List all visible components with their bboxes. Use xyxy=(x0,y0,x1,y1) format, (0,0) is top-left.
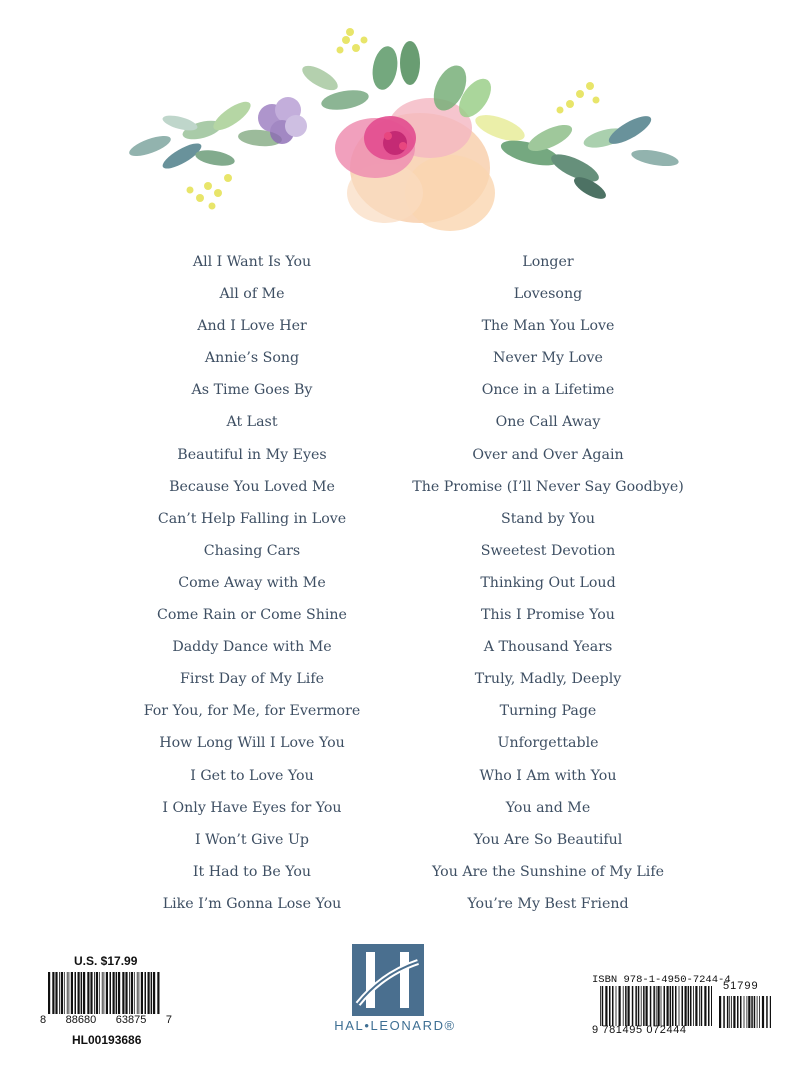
barcode-bar xyxy=(48,972,50,1014)
barcode-bar xyxy=(148,972,150,1014)
barcode-bar xyxy=(653,986,655,1026)
barcode-bar xyxy=(729,996,730,1028)
barcode-bar xyxy=(52,972,54,1014)
barcode-bar xyxy=(643,986,645,1026)
song-title: A Thousand Years xyxy=(483,639,613,656)
floral-illustration xyxy=(120,18,690,248)
song-title: Because You Loved Me xyxy=(169,478,335,495)
barcode-bar xyxy=(87,972,89,1014)
barcode-bar xyxy=(113,972,115,1014)
barcode-bar xyxy=(704,986,706,1026)
barcode-bar xyxy=(661,986,662,1026)
barcode-bar xyxy=(99,972,100,1014)
song-title: One Call Away xyxy=(495,414,601,431)
song-title: You Are the Sunshine of My Life xyxy=(432,863,664,880)
publisher-brand: HAL•LEONARD® xyxy=(334,1018,456,1033)
barcode-bar xyxy=(751,996,753,1028)
song-title: It Had to Be You xyxy=(192,863,312,880)
upc-digit-group: 63875 xyxy=(115,1014,147,1026)
isbn-barcode xyxy=(600,986,712,1026)
barcode-bar xyxy=(688,986,690,1026)
barcode-bar xyxy=(672,986,674,1026)
barcode-bar xyxy=(151,972,153,1014)
upc-barcode xyxy=(48,972,160,1014)
upc-digit-group: 7 xyxy=(165,1014,172,1026)
barcode-bar xyxy=(711,986,712,1026)
song-title: Daddy Dance with Me xyxy=(172,639,332,656)
upc-digits xyxy=(40,1014,172,1026)
barcode-bar xyxy=(759,996,760,1028)
barcode-bar xyxy=(679,986,680,1026)
barcode-bar xyxy=(770,996,771,1028)
barcode-bar xyxy=(757,996,758,1028)
song-title: Over and Over Again xyxy=(472,446,624,463)
barcode-bar xyxy=(55,972,57,1014)
song-title: I Won’t Give Up xyxy=(195,831,309,848)
barcode-bar xyxy=(110,972,112,1014)
barcode-bar xyxy=(94,972,95,1014)
song-title: Annie’s Song xyxy=(204,350,300,367)
song-title: Chasing Cars xyxy=(203,542,301,559)
barcode-bar xyxy=(59,972,60,1014)
barcode-bar xyxy=(69,972,70,1014)
isbn-barcode-digits: 9 781495 072444 xyxy=(592,1024,687,1036)
barcode-bar xyxy=(141,972,143,1014)
barcode-bar xyxy=(75,972,77,1014)
barcode-bar xyxy=(106,972,108,1014)
barcode-bar xyxy=(667,986,669,1026)
isbn-label: ISBN 978-1-4950-7244-4 xyxy=(592,974,731,986)
barcode-bar xyxy=(145,972,147,1014)
song-title: Lovesong xyxy=(513,286,583,303)
barcode-bar xyxy=(116,972,118,1014)
barcode-bar xyxy=(646,986,648,1026)
song-title: I Only Have Eyes for You xyxy=(162,799,342,816)
barcode-bar xyxy=(628,986,630,1026)
barcode-bar xyxy=(641,986,642,1026)
barcode-bar xyxy=(625,986,627,1026)
barcode-bar xyxy=(744,996,745,1028)
song-title: Unforgettable xyxy=(497,735,599,752)
barcode-bar xyxy=(612,986,614,1026)
song-title: You and Me xyxy=(505,799,591,816)
barcode-bar xyxy=(670,986,672,1026)
song-title: Stand by You xyxy=(500,510,596,527)
barcode-bar xyxy=(90,972,92,1014)
barcode-bar xyxy=(64,972,65,1014)
barcode-bar xyxy=(623,986,624,1026)
barcode-bar xyxy=(727,996,729,1028)
barcode-bar xyxy=(762,996,764,1028)
barcode-bar xyxy=(740,996,742,1028)
song-title: As Time Goes By xyxy=(191,382,313,399)
song-title: For You, for Me, for Evermore xyxy=(143,703,361,720)
upc-digit-group: 8 xyxy=(40,1014,47,1026)
barcode-bar xyxy=(129,972,130,1014)
barcode-bar xyxy=(701,986,703,1026)
song-title: The Promise (I’ll Never Say Goodbye) xyxy=(412,478,684,495)
song-title: Longer xyxy=(522,254,574,270)
catalog-number: HL00193686 xyxy=(72,1033,142,1047)
barcode-bar xyxy=(708,986,710,1026)
barcode-bar xyxy=(609,986,611,1026)
song-title: Like I’m Gonna Lose You xyxy=(162,895,342,912)
barcode-bar xyxy=(656,986,657,1026)
upc-digit-group: 88680 xyxy=(65,1014,97,1026)
barcode-bar xyxy=(658,986,660,1026)
song-title: Truly, Madly, Deeply xyxy=(474,671,622,688)
song-title: You’re My Best Friend xyxy=(467,895,629,912)
song-title: Come Rain or Come Shine xyxy=(157,607,347,624)
barcode-bar xyxy=(675,986,677,1026)
barcode-bar xyxy=(104,972,105,1014)
barcode-bar xyxy=(157,972,159,1014)
barcode-bar xyxy=(71,972,73,1014)
barcode-bar xyxy=(102,972,103,1014)
song-title: Come Away with Me xyxy=(178,574,326,591)
barcode-bar xyxy=(602,986,604,1026)
barcode-bar xyxy=(690,986,692,1026)
song-title: First Day of My Life xyxy=(180,671,324,688)
song-title: Sweetest Devotion xyxy=(480,542,616,559)
publisher-logo-icon xyxy=(352,944,424,1016)
barcode-bar xyxy=(67,972,68,1014)
barcode-bar xyxy=(616,986,617,1026)
barcode-bar xyxy=(747,996,748,1028)
song-title: The Man You Love xyxy=(481,318,615,335)
song-title: Never My Love xyxy=(493,350,603,367)
song-title: All of Me xyxy=(219,286,285,303)
barcode-bar xyxy=(733,996,735,1028)
song-title: Once in a Lifetime xyxy=(481,382,615,399)
barcode-bar xyxy=(139,972,140,1014)
barcode-bar xyxy=(131,972,133,1014)
barcode-bar xyxy=(81,972,83,1014)
barcode-bar xyxy=(78,972,80,1014)
barcode-bar xyxy=(635,986,637,1026)
barcode-bar xyxy=(61,972,63,1014)
barcode-bar xyxy=(118,972,120,1014)
barcode-bar xyxy=(723,996,725,1028)
barcode-bar xyxy=(737,996,739,1028)
price-addon-digits: 51799 xyxy=(723,980,759,992)
song-title: At Last xyxy=(226,414,278,431)
song-title: All I Want Is You xyxy=(192,254,312,270)
barcode-bar xyxy=(125,972,127,1014)
barcode-bar xyxy=(719,996,721,1028)
song-title: Turning Page xyxy=(499,703,597,720)
song-title: And I Love Her xyxy=(197,318,307,335)
song-title: Who I Am with You xyxy=(479,767,617,784)
song-title: How Long Will I Love You xyxy=(159,735,345,752)
barcode-bar xyxy=(731,996,732,1028)
addon-barcode xyxy=(719,996,771,1028)
barcode-bar xyxy=(137,972,138,1014)
barcode-bar xyxy=(650,986,652,1026)
barcode-bar xyxy=(153,972,155,1014)
barcode-bar xyxy=(699,986,700,1026)
barcode-bar xyxy=(96,972,98,1014)
song-title: Can’t Help Falling in Love xyxy=(157,510,347,527)
barcode-bar xyxy=(754,996,756,1028)
barcode-bar xyxy=(693,986,694,1026)
song-title: This I Promise You xyxy=(481,607,615,624)
song-title: I Get to Love You xyxy=(190,767,314,784)
barcode-bar xyxy=(632,986,634,1026)
song-title: Beautiful in My Eyes xyxy=(177,446,327,463)
barcode-bar xyxy=(619,986,621,1026)
barcode-bar xyxy=(695,986,697,1026)
song-title: You Are So Beautiful xyxy=(473,831,623,848)
barcode-bar xyxy=(638,986,640,1026)
barcode-bar xyxy=(685,986,687,1026)
barcode-bar xyxy=(748,996,750,1028)
price-label: U.S. $17.99 xyxy=(74,954,138,968)
barcode-bar xyxy=(605,986,607,1026)
barcode-bar xyxy=(682,986,684,1026)
barcode-bar xyxy=(600,986,601,1026)
barcode-bar xyxy=(766,996,768,1028)
song-title: Thinking Out Loud xyxy=(480,574,616,591)
barcode-bar xyxy=(664,986,666,1026)
song-column-right xyxy=(368,248,728,922)
barcode-bar xyxy=(134,972,135,1014)
barcode-bar xyxy=(83,972,85,1014)
barcode-bar xyxy=(122,972,124,1014)
